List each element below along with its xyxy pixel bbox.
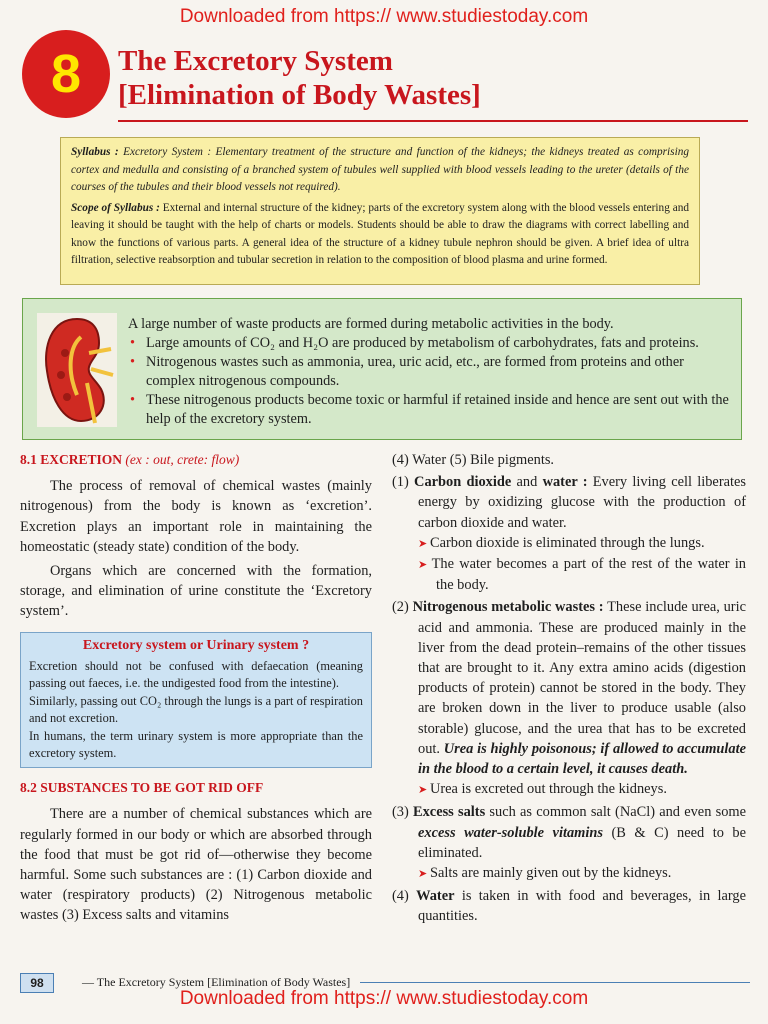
- intro-text: [128, 315, 736, 429]
- list-item: (4) Water is taken in with food and beverages, in large quantities.: [392, 888, 746, 925]
- info-box-heading: Excretory system or Urinary system ?: [82, 637, 310, 653]
- page-number: 98: [20, 973, 54, 993]
- arrow-point: ➤ Urea is excreted out through the kidneys.: [392, 779, 746, 800]
- syllabus-box: [60, 137, 700, 285]
- download-banner-top[interactable]: Downloaded from https:// www.studiestoday.com: [179, 6, 589, 27]
- chapter-title-line2: [Elimination of Body Wastes]: [118, 79, 481, 111]
- intro-box: [22, 298, 742, 440]
- scope-label: Scope of Syllabus :: [71, 201, 160, 214]
- chapter-number-badge: 8: [22, 30, 110, 118]
- info-box-line: Excretion should not be confused with defaecation (meaning passing out faeces, i.e. the undigested food from the intestine).: [29, 659, 363, 690]
- section-title: 8.1 EXCRETION: [20, 452, 123, 467]
- paragraph: There are a number of chemical substances which are regularly formed in our body or which are absorbed through the food that must be got rid of—otherwise they become harmful. Some such substances are : (1) Carbon dioxide and water (respiratory products) (2) Nitrogenous metabolic wastes (3) Excess salts and vitamins: [20, 806, 372, 924]
- arrow-point: ➤ Salts are mainly given out by the kidneys.: [392, 863, 746, 884]
- intro-bullet: • Nitrogenous wastes such as ammonia, urea, uric acid, etc., are formed from proteins and other complex nitrogenous compounds.: [146, 353, 736, 391]
- info-box-line: In humans, the term urinary system is more appropriate than the excretory system.: [29, 729, 363, 760]
- list-item: (3) Excess salts such as common salt (NaCl) and even some excess water-soluble vitamins (B & C) need to be eliminated.: [392, 804, 746, 861]
- chapter-title: [118, 44, 481, 112]
- footer-text: — The Excretory System [Elimination of Body Wastes]: [82, 975, 351, 989]
- section-heading-substances: 8.2 SUBSTANCES TO BE GOT RID OFF: [20, 780, 264, 796]
- section-heading-excretion: [20, 450, 372, 470]
- intro-lead: A large number of waste products are formed during metabolic activities in the body.: [128, 316, 614, 332]
- footer-rule: [360, 982, 750, 983]
- chapter-title-line1: The Excretory System: [118, 45, 393, 77]
- left-column: [20, 450, 372, 926]
- list-item: (2) Nitrogenous metabolic wastes : These include urea, uric acid and ammonia. These are produced mainly in the liver from the dead protein–remains of the other tissues that are brought to it. Any extra amino acids (digestion products of protein) cannot be stored in the body. They are broken down in the liver to produce usable (also storable) glucose, and the urea that has to be excreted out. Urea is highly poisonous; if allowed to accumulate in the blood to a certain level, it causes death.: [392, 599, 746, 778]
- arrow-point: ➤ The water becomes a part of the rest of the water in the body.: [392, 554, 746, 595]
- syllabus-label: Syllabus :: [71, 146, 119, 158]
- paragraph: Organs which are concerned with the formation, storage, and elimination of urine constitute the ‘Excretory system’.: [20, 563, 372, 620]
- info-box: [20, 632, 372, 769]
- right-column: [392, 450, 746, 927]
- list-item: (1) Carbon dioxide and water : Every living cell liberates energy by oxidizing glucose with the production of carbon dioxide and water.: [392, 474, 746, 531]
- scope-text: External and internal structure of the kidney; parts of the excretory system along with the blood vessels entering and leaving it should be taught with the help of charts or models. Students should be able to draw the diagrams with correct labelling and know the functions of various parts. A general idea of the structure of a kidney tubule nephron should be given. A brief idea of ultra filtration, selective reabsorption and tubular secretion in relation to the composition of blood plasma and urine formed.: [71, 201, 690, 266]
- syllabus-text: Excretory System : Elementary treatment of the structure and function of the kidneys; the kidneys treated as comprising cortex and medulla and consisting of a branched system of tubules well supplied with blood vessels leading to the ureter (details of the courses of the tubules and their blood vessels not required).: [71, 146, 690, 193]
- paragraph: The process of removal of chemical wastes (mainly nitrogenous) from the body is known as ‘excretion’. Excretion plays an important role in maintaining the homeostatic (steady state) condition of the body.: [20, 478, 372, 555]
- intro-bullet: • These nitrogenous products become toxic or harmful if retained inside and hence are sent out with the help of the excretory system.: [146, 391, 736, 429]
- list-continuation: (4) Water (5) Bile pigments.: [392, 452, 555, 468]
- arrow-point: ➤ Carbon dioxide is eliminated through the lungs.: [392, 533, 746, 554]
- section-etymology: (ex : out, crete: flow): [125, 452, 240, 467]
- download-banner-bottom[interactable]: Downloaded from https:// www.studiestoday.com: [179, 988, 589, 1009]
- title-divider: [118, 120, 748, 122]
- info-box-line: Similarly, passing out CO₂ through the lungs is a part of respiration and not excretion.: [29, 694, 363, 725]
- kidney-illustration: [37, 313, 117, 427]
- intro-bullet: • Large amounts of CO₂ and H₂O are produced by metabolism of carbohydrates, fats and proteins.: [146, 334, 736, 353]
